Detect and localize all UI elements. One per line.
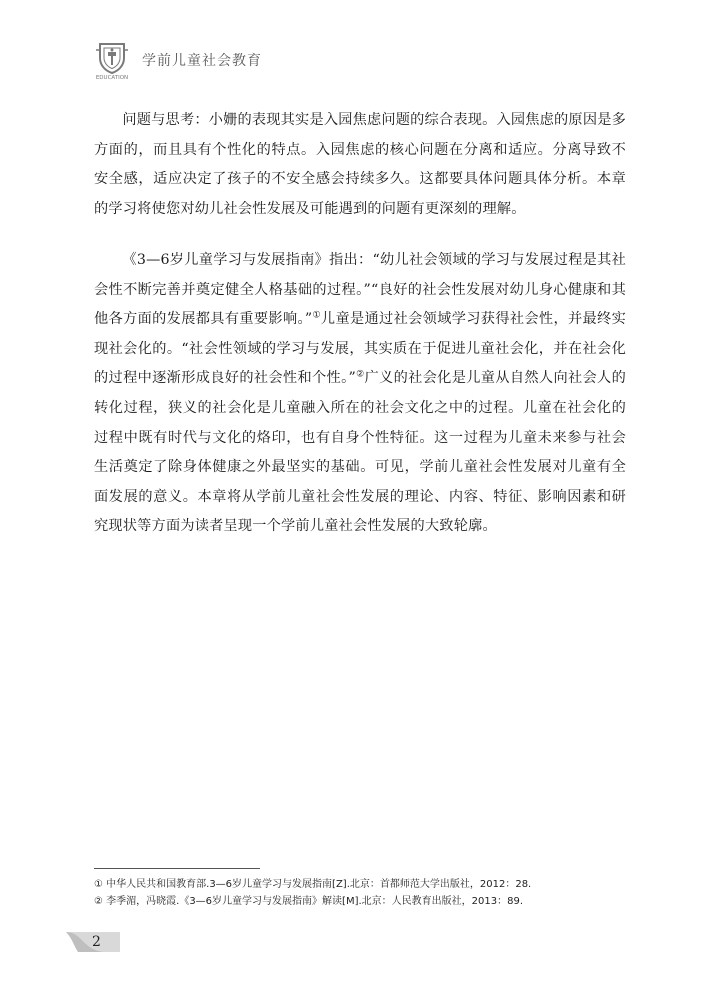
footnote-2: ② 李季湄，冯晓霞.《3—6岁儿童学习与发展指南》解读[M].北京：人民教育出版社，2013：89. — [94, 896, 524, 907]
paragraph-questions-and-thinking: 问题与思考：小姗的表现其实是入园焦虑问题的综合表现。入园焦虑的原因是多方面的，而且具有个性化的特点。入园焦虑的核心问题在分离和适应。分离导致不安全感，适应决定了孩子的不安全感会持续多久。这都要具体问题具体分析。本章的学习将使您对幼儿社会性发展及可能遇到的问题有更深刻的理解。 — [94, 112, 626, 217]
education-shield-logo-icon — [92, 40, 132, 80]
running-header — [92, 40, 262, 80]
footnote-separator — [94, 868, 260, 869]
logo-text: EDUCATION — [95, 75, 129, 80]
paragraph-guideline-social-development — [94, 246, 626, 542]
paragraph-text-part-b: 儿童是通过社会领域学习获得社会性，并最终实现社会化的。“社会性领域的学习与发展，其实质在于促进儿童社会化，并在社会化的过程中逐渐形成良好的社会性和个性。” — [94, 311, 626, 387]
book-title: 学前儿童社会教育 — [142, 53, 262, 69]
footnote-ref-1[interactable]: ① — [312, 310, 321, 321]
footnote-ref-2[interactable]: ② — [355, 369, 365, 380]
paragraph-text-part-c: 广义的社会化是儿童从自然人向社会人的转化过程，狭义的社会化是儿童融入所在的社会文化之中的过程。儿童在社会化的过程中既有时代与文化的烙印，也有自身个性特征。这一过程为儿童未来参与社会生活奠定了除身体健康之外最坚实的基础。可见，学前儿童社会性发展对儿童有全面发展的意义。本章将从学前儿童社会性发展的理论、内容、特征、影响因素和研究现状等方面为读者呈现一个学前儿童社会性发展的大致轮廓。 — [94, 370, 626, 535]
page-number: 2 — [92, 934, 101, 950]
footnotes — [94, 876, 626, 910]
paragraph-text-part-a: 《3—6岁儿童学习与发展指南》指出：“幼儿社会领域的学习与发展过程是其社会性不断完善并奠定健全人格基础的过程。”“良好的社会性发展对幼儿身心健康和其他各方面的发展都具有重要影响。” — [94, 252, 626, 328]
footnote-1: ① 中华人民共和国教育部.3—6岁儿童学习与发展指南[Z].北京：首都师范大学出版社，2012：28. — [94, 879, 532, 890]
